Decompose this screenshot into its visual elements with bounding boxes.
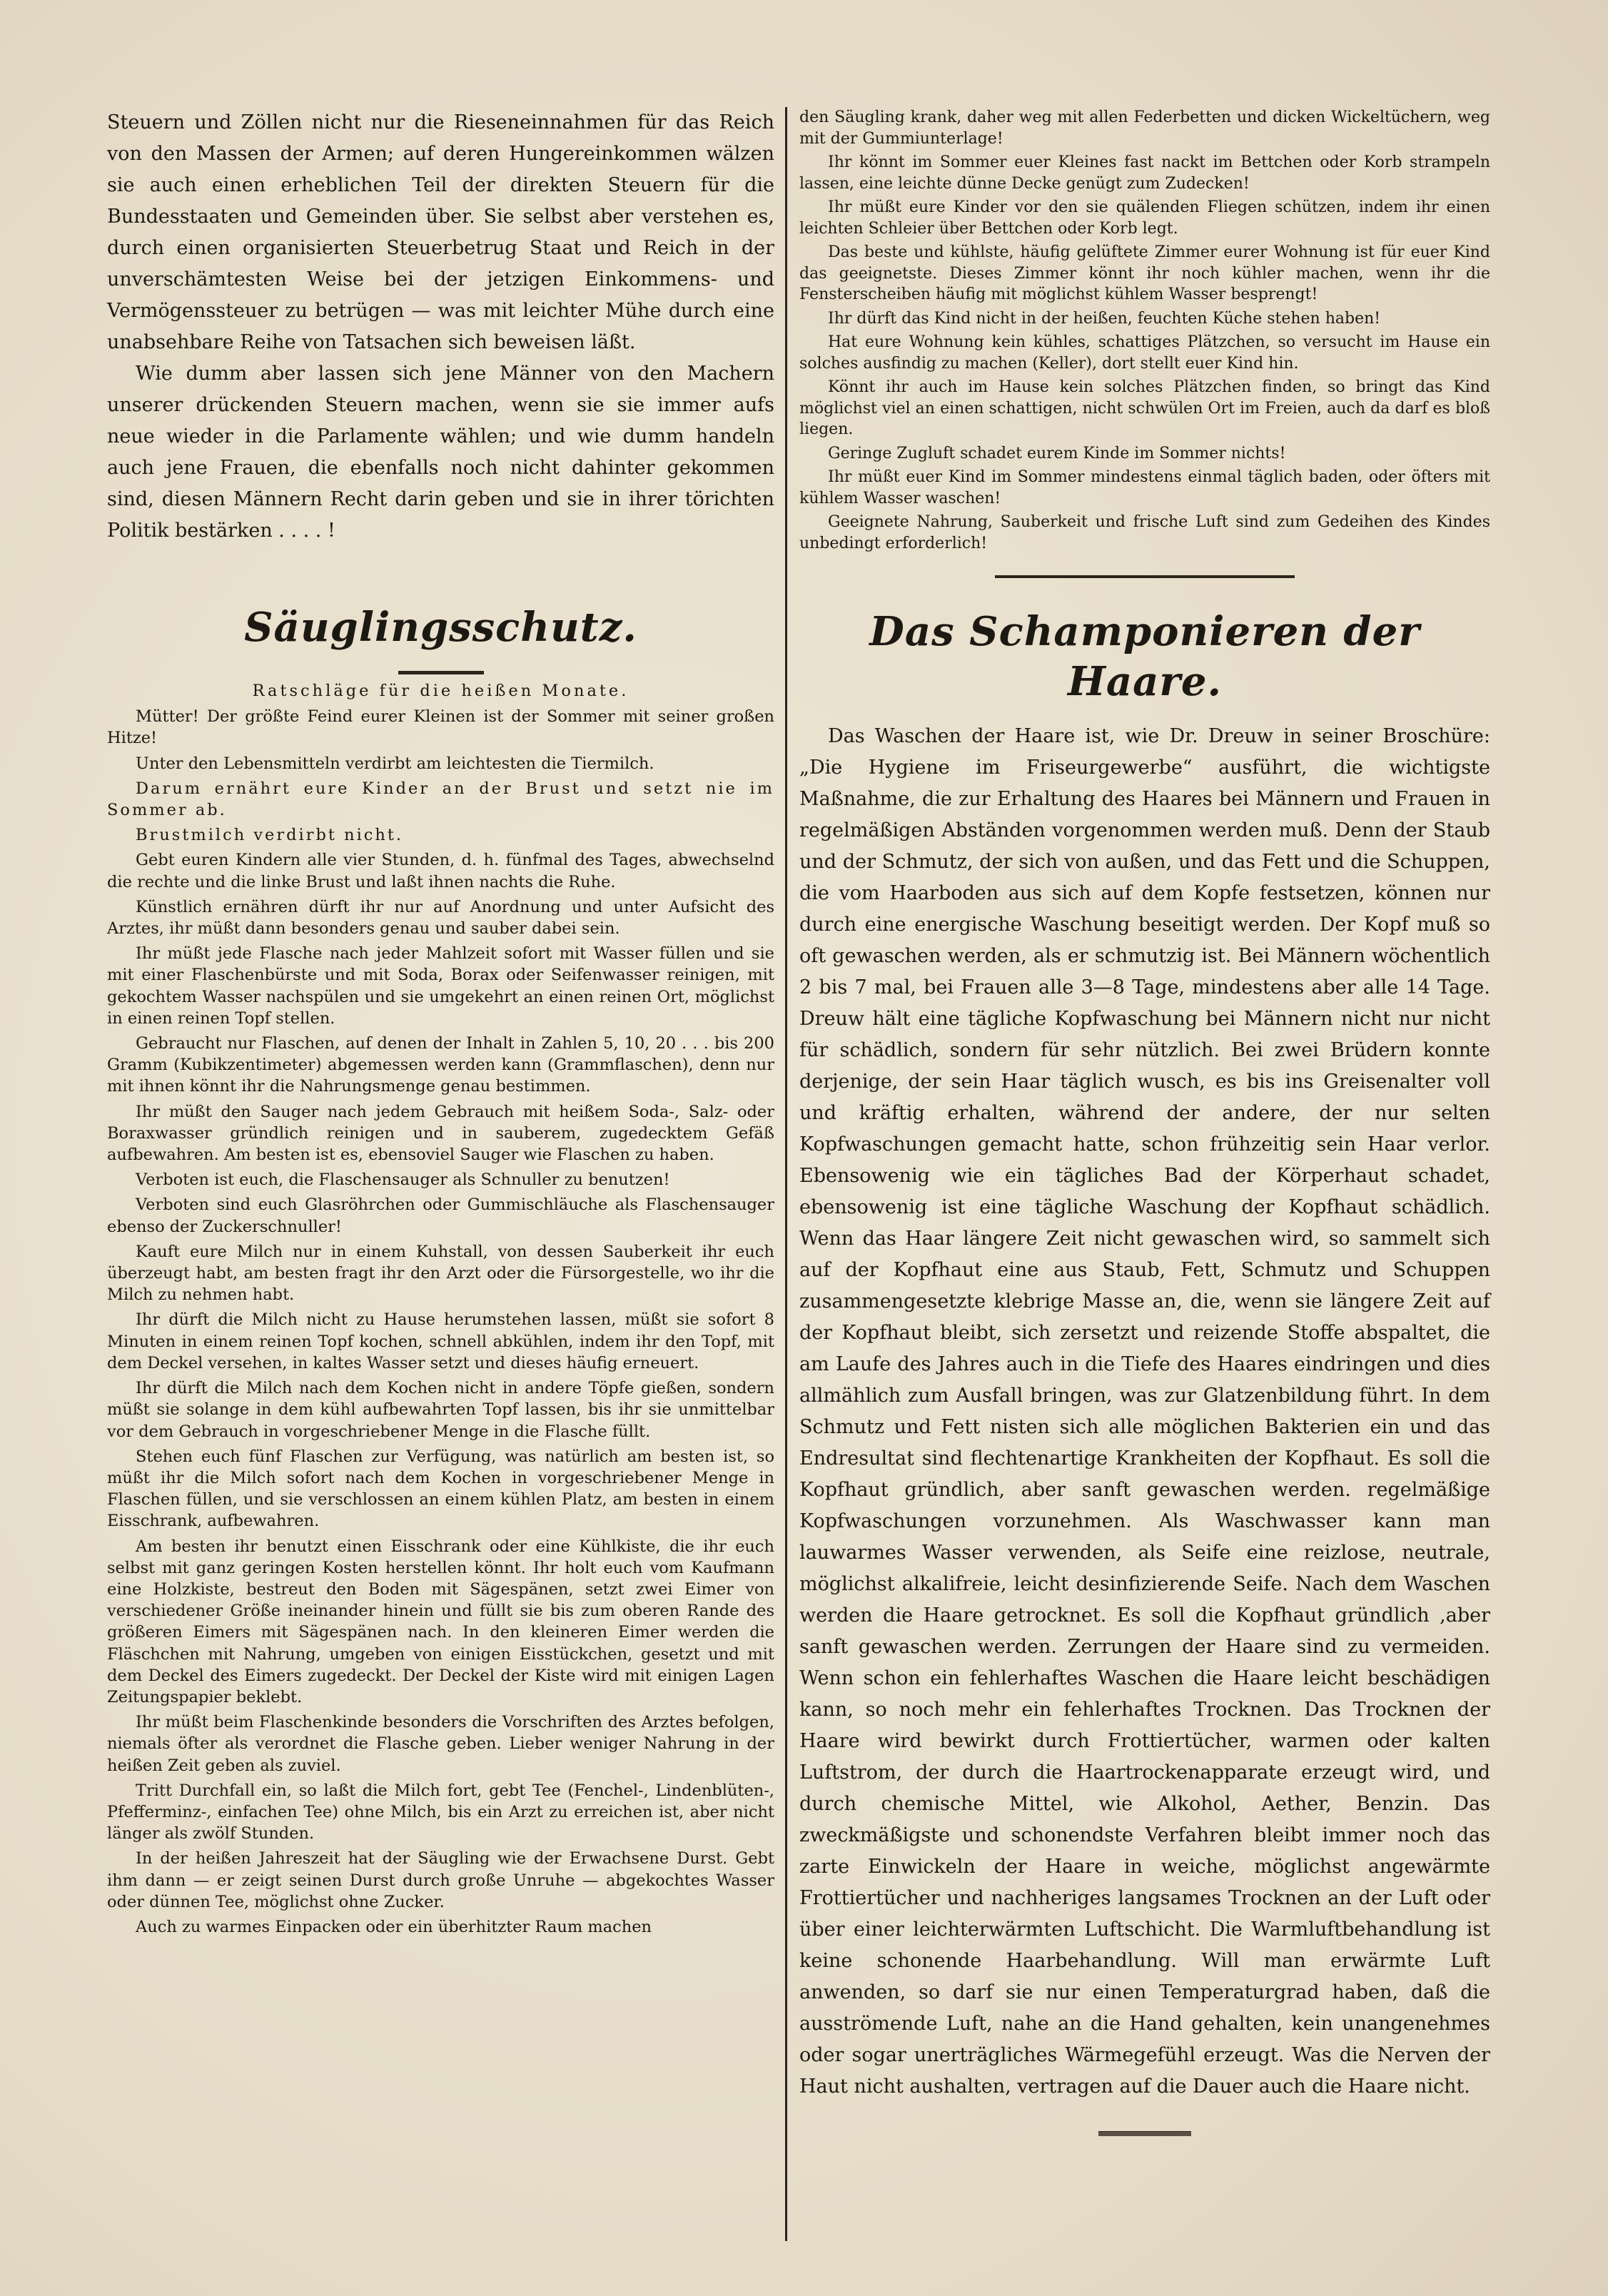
paragraph: Ihr müßt euer Kind im Sommer mindestens einmal täglich baden, oder öfters mit kühlem Wasser waschen!	[799, 468, 1490, 507]
right-column	[799, 107, 1490, 2136]
paragraph: Ihr müßt eure Kinder vor den sie quälenden Fliegen schützen, indem ihr einen leichten Schleier über Bettchen oder Korb legt.	[799, 198, 1490, 238]
paragraph: Auch zu warmes Einpacken oder ein überhitzter Raum machen	[136, 1917, 652, 1936]
end-divider	[1098, 2131, 1191, 2136]
section-divider	[995, 575, 1295, 578]
paragraph: Mütter! Der größte Feind eurer Kleinen ist der Sommer mit seiner großen Hitze!	[107, 707, 774, 748]
paragraph: Ihr müßt den Sauger nach jedem Gebrauch mit heißem Soda-, Salz- oder Boraxwasser gründlich reinigen und in sauberem, zugedecktem Gefäß aufbewahren. Am besten ist es, ebensoviel Sauger wie Flaschen zu haben.	[107, 1102, 774, 1165]
saeuglingsschutz-body	[107, 680, 774, 1938]
paragraph: Unter den Lebensmitteln verdirbt am leichtesten die Tiermilch.	[136, 754, 654, 773]
saeuglingsschutz-continued	[799, 107, 1490, 554]
tax-article-end	[107, 107, 774, 547]
article-subheading: Ratschläge für die heißen Monate.	[252, 682, 629, 700]
column-divider	[785, 107, 787, 2241]
paragraph: Ihr dürft die Milch nicht zu Hause herumstehen lassen, müßt sie sofort 8 Minuten in einem reinen Topf kochen, schnell abkühlen, indem ihr den Topf, mit dem Deckel versehen, in kaltes Wasser setzt und dieses häufig erneuert.	[107, 1310, 774, 1372]
paragraph: Verboten sind euch Glasröhrchen oder Gummischläuche als Flaschensauger ebenso der Zuckerschnuller!	[107, 1195, 774, 1236]
paragraph: In der heißen Jahreszeit hat der Säugling wie der Erwachsene Durst. Gebt ihm dann — er zeigt seinen Durst durch große Unruhe — abgekochtes Wasser oder dünnen Tee, möglichst ohne Zucker.	[107, 1849, 774, 1911]
paragraph: Darum ernährt eure Kinder an der Brust und setzt nie im Sommer ab.	[107, 779, 774, 820]
paragraph: Ihr müßt beim Flaschenkinde besonders die Vorschriften des Arztes befolgen, niemals öfter als verordnet die Flasche geben. Lieber weniger Nahrung in der heißen Zeit geben als zuviel.	[107, 1713, 774, 1775]
paragraph: Ihr dürft die Milch nach dem Kochen nicht in andere Töpfe gießen, sondern müßt sie solange in dem kühl aufbewahrten Topf lassen, bis ihr sie unmittelbar vor dem Gebrauch in vorgeschriebener Menge in die Flasche füllt.	[107, 1379, 774, 1441]
paragraph: Steuern und Zöllen nicht nur die Rieseneinnahmen für das Reich von den Massen der Armen; auf deren Hungereinkommen wälzen sie auch einen erheblichen Teil der direkten Steuern für die Bundesstaaten und Gemeinden über. Sie selbst aber verstehen es, durch einen organisierten Steuerbetrug Staat und Reich in der unverschämtesten Weise bei der jetzigen Einkommens- und Vermögenssteuer zu betrügen — was mit leichter Mühe durch eine unabsehbare Reihe von Tatsachen sich beweisen läßt.	[107, 111, 774, 353]
article-heading-haare: Das Schamponieren der Haare.	[869, 608, 1420, 705]
paragraph: Am besten ihr benutzt einen Eisschrank oder eine Kühlkiste, die ihr euch selbst mit ganz geringen Kosten herstellen könnt. Ihr holt euch vom Kaufmann eine Holzkiste, bestreut den Boden mit Sägespänen, setzt zwei Eimer von verschiedener Größe ineinander hinein und füllt sie bis zum oberen Rande des größeren Eimers mit Sägespänen nach. In den kleineren Eimer werden die Fläschchen mit Nahrung, umgeben von einigen Eisstückchen, gesetzt und mit dem Deckel des Eimers zugedeckt. Der Deckel der Kiste wird mit einigen Lagen Zeitungspapier beklebt.	[107, 1537, 774, 1706]
paragraph: Tritt Durchfall ein, so laßt die Milch fort, gebt Tee (Fenchel-, Lindenblüten-, Pfefferminz-, einfachen Tee) ohne Milch, bis ein Arzt zu erreichen ist, aber nicht länger als zwölf Stunden.	[107, 1781, 774, 1844]
paragraph: Gebraucht nur Flaschen, auf denen der Inhalt in Zahlen 5, 10, 20 . . . bis 200 Gramm (Kubikzentimeter) abgemessen werden kann (Grammflaschen), denn nur mit ihnen könnt ihr die Nahrungsmenge genau bestimmen.	[107, 1034, 774, 1096]
paragraph: den Säugling krank, daher weg mit allen Federbetten und dicken Wickeltüchern, weg mit der Gummiunterlage!	[799, 108, 1490, 148]
paragraph: Künstlich ernähren dürft ihr nur auf Anordnung und unter Aufsicht des Arztes, ihr müßt dann besonders genau und sauber dabei sein.	[107, 897, 774, 939]
paragraph: Geeignete Nahrung, Sauberkeit und frische Luft sind zum Gedeihen des Kindes unbedingt erforderlich!	[799, 513, 1490, 552]
haare-article-body	[799, 721, 1490, 2103]
heading-underline	[398, 671, 484, 674]
paragraph: Ihr könnt im Sommer euer Kleines fast nackt im Bettchen oder Korb strampeln lassen, eine leichte dünne Decke genügt zum Zudecken!	[799, 153, 1490, 193]
paragraph: Gebt euren Kindern alle vier Stunden, d. h. fünfmal des Tages, abwechselnd die rechte und die linke Brust und laßt ihnen nachts die Ruhe.	[107, 851, 774, 891]
paragraph: Das beste und kühlste, häufig gelüftete Zimmer eurer Wohnung ist für euer Kind das geeignetste. Dieses Zimmer könnt ihr noch kühler machen, wenn ihr die Fensterscheiben häufig mit möglichst kühlem Wasser besprengt!	[799, 243, 1490, 303]
paragraph: Stehen euch fünf Flaschen zur Verfügung, was natürlich am besten ist, so müßt ihr die Milch sofort nach dem Kochen in vorgeschriebener Menge in Flaschen füllen, und sie verschlossen an einem kühlen Platz, am besten in einem Eisschrank, aufbewahren.	[107, 1447, 774, 1531]
left-column	[107, 107, 774, 1941]
paragraph: Ihr dürft das Kind nicht in der heißen, feuchten Küche stehen haben!	[828, 309, 1381, 328]
paragraph: Ihr müßt jede Flasche nach jeder Mahlzeit sofort mit Wasser füllen und sie mit einer Flaschenbürste und mit Soda, Borax oder Seifenwasser reinigen, mit gekochtem Wasser nachspülen und sie umgekehrt an einen reinen Ort, möglichst in einen reinen Topf stellen.	[107, 944, 774, 1028]
paragraph: Verboten ist euch, die Flaschensauger als Schnuller zu benutzen!	[136, 1170, 670, 1190]
paragraph: Geringe Zugluft schadet eurem Kinde im Sommer nichts!	[828, 444, 1286, 462]
paragraph: Brustmilch verdirbt nicht.	[136, 826, 404, 845]
paragraph: Das Waschen der Haare ist, wie Dr. Dreuw in seiner Broschüre: „Die Hygiene im Friseurgewerbe“ ausführt, die wichtigste Maßnahme, die zur Erhaltung des Haares bei Männern und Frauen in regelmäßigen Abständen vorgenommen werden muß. Denn der Staub und der Schmutz, der sich von außen, und das Fett und die Schuppen, die vom Haarboden aus sich auf dem Kopfe festsetzen, können nur durch eine energische Waschung beseitigt werden. Der Kopf muß so oft gewaschen werden, als er schmutzig ist. Bei Männern wöchentlich 2 bis 7 mal, bei Frauen alle 3—8 Tage, mindestens aber alle 14 Tage. Dreuw hält eine tägliche Kopfwaschung bei Männern nicht nur nicht für schädlich, sondern für sehr nützlich. Bei zwei Brüdern konnte derjenige, der sein Haar täglich wusch, es bis ins Greisenalter voll und kräftig erhalten, während der andere, der nur selten Kopfwaschungen gemacht hatte, schon frühzeitig sein Haar verlor. Ebensowenig wie ein tägliches Bad der Körperhaut schadet, ebensowenig ist eine tägliche Waschung der Kopfhaut schädlich. Wenn das Haar längere Zeit nicht gewaschen wird, so sammelt sich auf der Kopfhaut eine aus Staub, Fett, Schmutz und Schuppen zusammengesetzte klebrige Masse an, die, wenn sie längere Zeit auf der Kopfhaut bleibt, sich zersetzt und reizende Stoffe abspaltet, die am Laufe des Jahres auch in die Tiefe des Haares eindringen und dies allmählich zum Ausfall bringen, was zur Glatzenbildung führt. In dem Schmutz und Fett nisten sich alle möglichen Bakterien ein und das Endresultat sind flechtenartige Krankheiten der Kopfhaut. Es soll die Kopfhaut gründlich, aber sanft gewaschen werden. regelmäßige Kopfwaschungen vorzunehmen. Als Waschwasser kann man lauwarmes Wasser verwenden, als Seife eine reizlose, neutrale, möglichst alkalifreie, leicht desinfizierende Seife. Nach dem Waschen werden die Haare getrocknet. Es soll die Kopfhaut gründlich ,aber sanft gewaschen werden. Zerrungen der Haare sind zu vermeiden. Wenn schon ein fehlerhaftes Waschen die Haare leicht beschädigen kann, so noch mehr ein fehlerhaftes Trocknen. Das Trocknen der Haare wird bewirkt durch Frottiertücher, warmen oder kalten Luftstrom, der durch die Haartrockenapparate erzeugt wird, und durch chemische Mittel, wie Alkohol, Aether, Benzin. Das zweckmäßigste und schonendste Verfahren bleibt immer noch das zarte Einwickeln der Haare in weiche, möglichst angewärmte Frottiertücher und nachheriges langsames Trocknen an der Luft oder über einer leichterwärmten Luftschicht. Die Warmluftbehandlung ist keine schonende Haarbehandlung. Will man erwärmte Luft anwenden, so darf sie nur einen Temperaturgrad haben, daß die ausströmende Luft, nahe an die Hand gehalten, kein unangenehmes oder sogar unerträgliches Wärmegefühl erzeugt. Was die Nerven der Haut nicht aushalten, vertragen auf die Dauer auch die Haare nicht.	[799, 725, 1490, 2098]
paragraph: Könnt ihr auch im Hause kein solches Plätzchen finden, so bringt das Kind möglichst viel an einen schattigen, nicht schwülen Ort im Freien, auch da darf es bloß liegen.	[799, 378, 1490, 438]
article-heading-saeuglingsschutz: Säuglingsschutz.	[244, 604, 637, 651]
paragraph: Hat eure Wohnung kein kühles, schattiges Plätzchen, so versucht im Hause ein solches ausfindig zu machen (Keller), dort stellt euer Kind hin.	[799, 333, 1490, 373]
paragraph: Wie dumm aber lassen sich jene Männer von den Machern unserer drückenden Steuern machen, wenn sie sie immer aufs neue wieder in die Parlamente wählen; und wie dumm handeln auch jene Frauen, die ebenfalls noch nicht dahinter gekommen sind, diesen Männern Recht darin geben und sie in ihrer törichten Politik bestärken . . . . !	[107, 363, 774, 542]
paragraph: Kauft eure Milch nur in einem Kuhstall, von dessen Sauberkeit ihr euch überzeugt habt, am besten fragt ihr den Arzt oder die Fürsorgestelle, wo ihr die Milch zu nehmen habt.	[107, 1242, 774, 1305]
